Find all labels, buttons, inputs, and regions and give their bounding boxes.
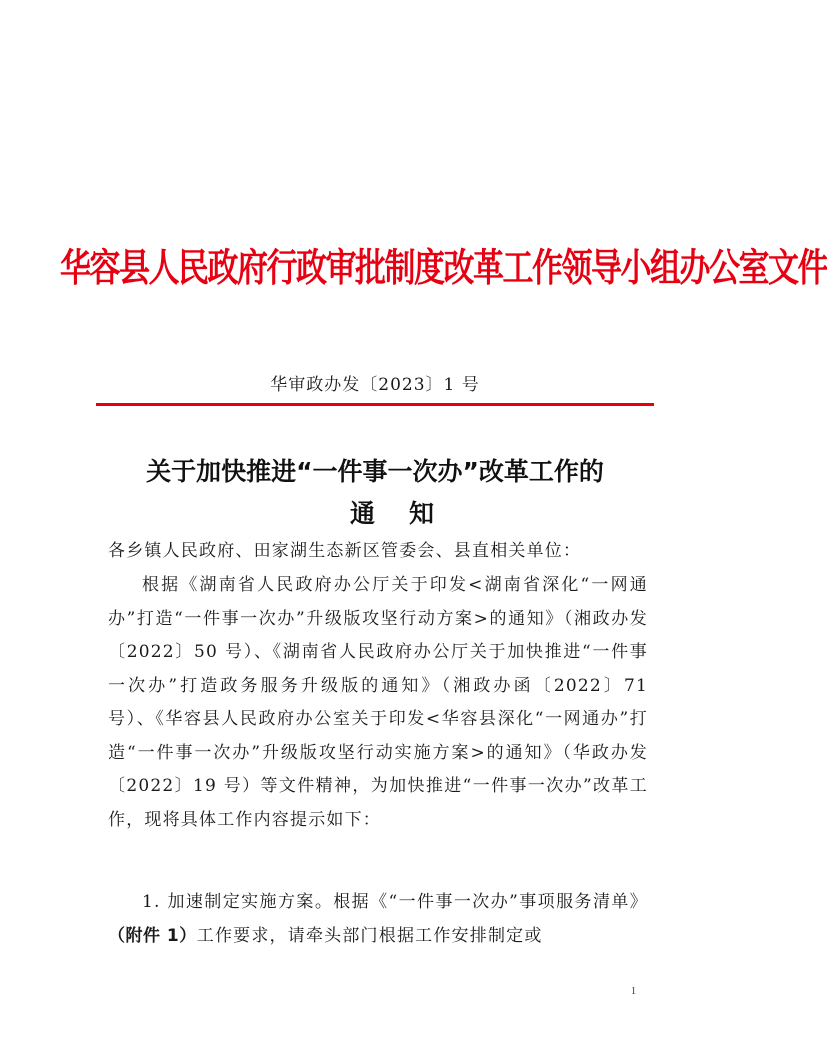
attachment-reference: （附件 1） — [108, 925, 197, 946]
issuer-header: 华容县人民政府行政审批制度改革工作领导小组办公室文件 — [60, 246, 827, 291]
document-number: 华审政办发〔2023〕1 号 — [270, 375, 480, 395]
notice-title-line-2: 通知 — [349, 499, 468, 528]
notice-title-line-1: 关于加快推进“一件事一次办”改革工作的 — [146, 457, 604, 486]
red-separator-line — [96, 403, 654, 406]
body-paragraph-2 — [108, 886, 648, 953]
page-number: 1 — [631, 986, 636, 997]
paragraph-2-tail: 工作要求，请牵头部门根据工作安排制定或 — [196, 925, 543, 946]
paragraph-2-lead: 1. 加速制定实施方案。根据《“一件事一次办”事项服务清单》 — [142, 892, 648, 912]
salutation: 各乡镇人民政府、田家湖生态新区管委会、县直相关单位： — [108, 541, 582, 561]
body-paragraph-1: 根据《湖南省人民政府办公厅关于印发<湖南省深化“一网通办”打造“一件事一次办”升级版攻坚行动方案>的通知》（湘政办发〔2022〕50 号）、《湖南省人民政府办公厅关于加快推进“一件事一次办”打造政务服务升级版的通知》（湘政办函〔2022〕71 号）、《华容县人民政府办公室关于印发<华容县深化“一网通办”打造“一件事一次办”升级版攻坚行动实施方案>的通知》（华政办发〔2022〕19 号）等文件精神，为加快推进“一件事一次办”改革工作，现将具体工作内容提示如下： — [108, 575, 648, 830]
